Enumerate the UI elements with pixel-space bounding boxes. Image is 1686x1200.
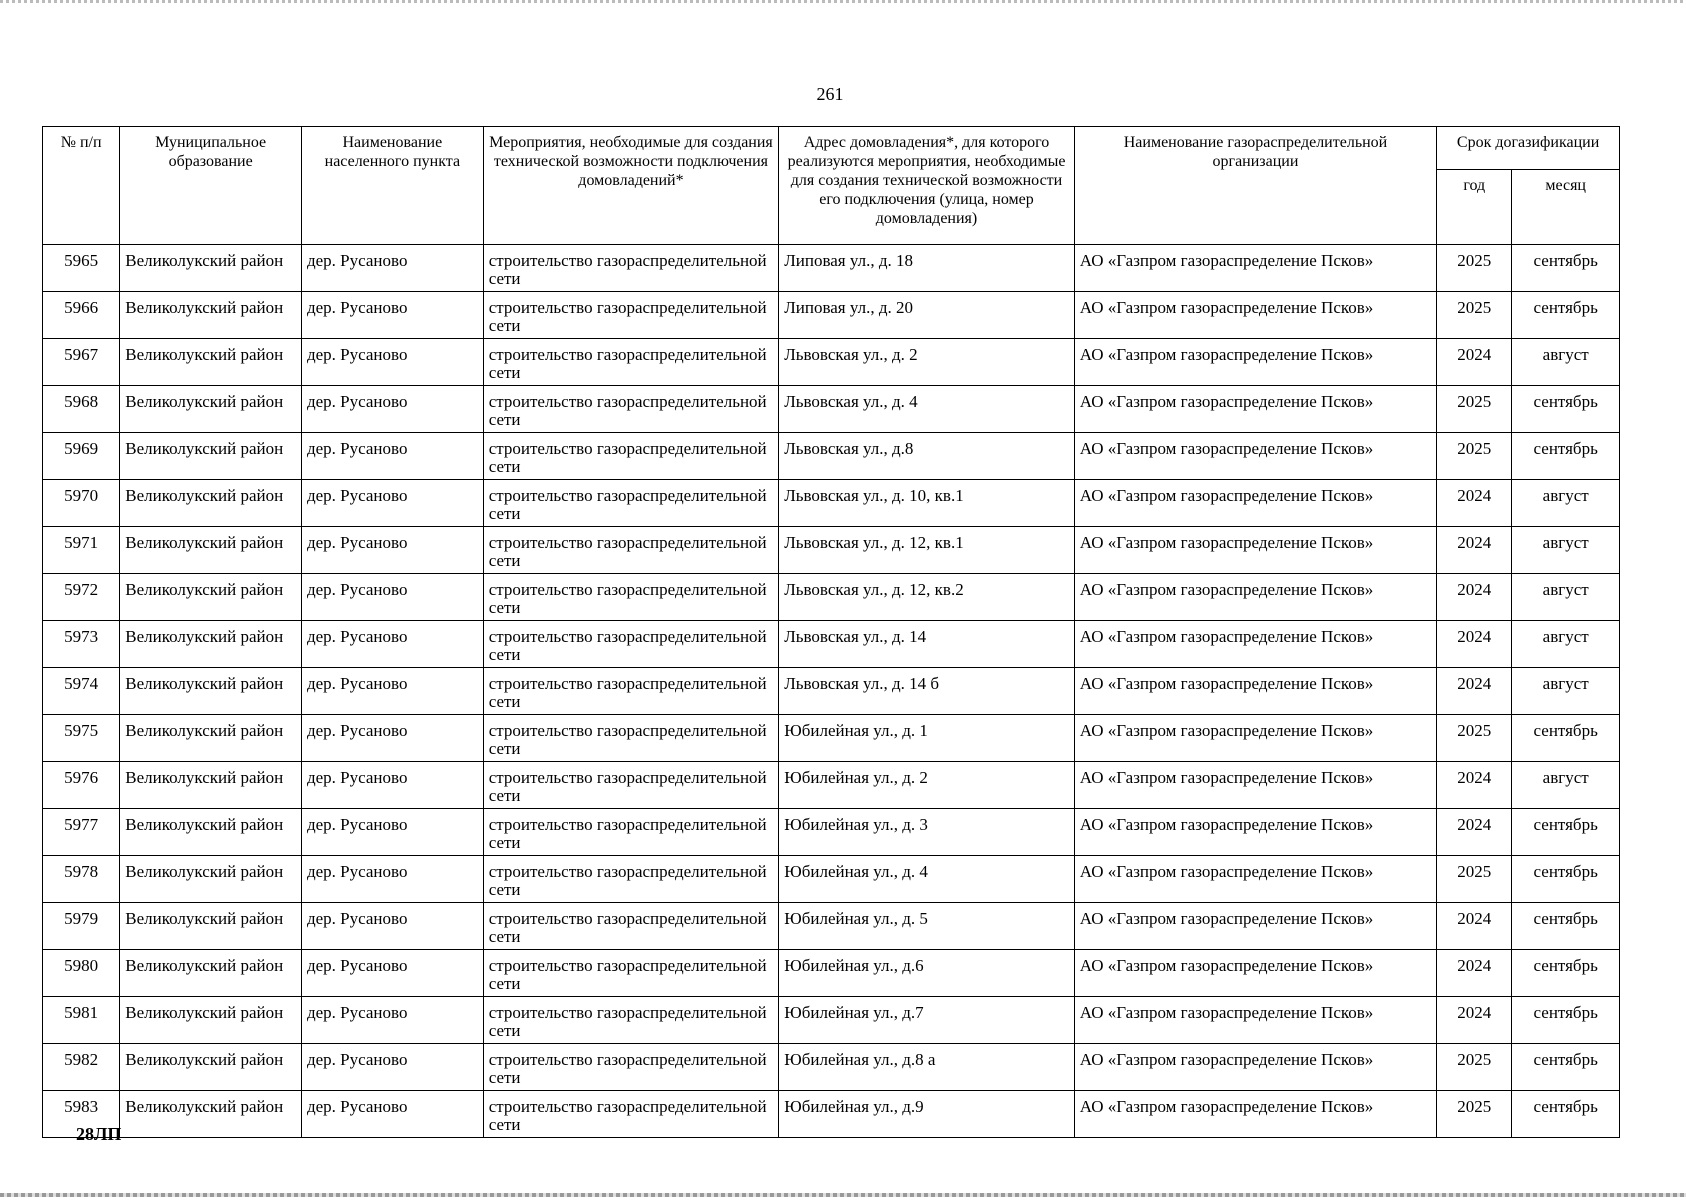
- cell-num: 5965: [43, 245, 120, 292]
- cell-measures: строительство газораспределительной сети: [483, 245, 779, 292]
- cell-municipality: Великолукский район: [120, 997, 302, 1044]
- table-row: [43, 433, 1620, 480]
- table-row: [43, 997, 1620, 1044]
- cell-settlement: дер. Русаново: [301, 292, 483, 339]
- cell-num: 5974: [43, 668, 120, 715]
- cell-measures: строительство газораспределительной сети: [483, 292, 779, 339]
- table-row: [43, 950, 1620, 997]
- cell-month: сентябрь: [1512, 856, 1620, 903]
- cell-month: август: [1512, 480, 1620, 527]
- page-number: 261: [816, 84, 844, 104]
- table-row: [43, 903, 1620, 950]
- cell-address: Юбилейная ул., д. 1: [779, 715, 1075, 762]
- cell-org: АО «Газпром газораспределение Псков»: [1074, 997, 1436, 1044]
- cell-municipality: Великолукский район: [120, 621, 302, 668]
- cell-municipality: Великолукский район: [120, 950, 302, 997]
- cell-address: Львовская ул., д. 14: [779, 621, 1075, 668]
- table-row: [43, 715, 1620, 762]
- header-org: Наименование газораспределительной организации: [1074, 127, 1436, 245]
- cell-settlement: дер. Русаново: [301, 950, 483, 997]
- cell-year: 2024: [1437, 762, 1512, 809]
- cell-month: сентябрь: [1512, 1044, 1620, 1091]
- table-row: [43, 527, 1620, 574]
- table-row: [43, 668, 1620, 715]
- table-body: [43, 245, 1620, 1138]
- cell-year: 2025: [1437, 1091, 1512, 1138]
- cell-org: АО «Газпром газораспределение Псков»: [1074, 386, 1436, 433]
- table-row: [43, 386, 1620, 433]
- cell-year: 2024: [1437, 809, 1512, 856]
- cell-num: 5970: [43, 480, 120, 527]
- table-row: [43, 245, 1620, 292]
- cell-measures: строительство газораспределительной сети: [483, 433, 779, 480]
- cell-address: Липовая ул., д. 18: [779, 245, 1075, 292]
- cell-settlement: дер. Русаново: [301, 386, 483, 433]
- table-row: [43, 856, 1620, 903]
- table-header: [43, 127, 1620, 245]
- table-row: [43, 809, 1620, 856]
- cell-address: Львовская ул., д. 2: [779, 339, 1075, 386]
- cell-num: 5982: [43, 1044, 120, 1091]
- cell-address: Львовская ул., д. 14 б: [779, 668, 1075, 715]
- cell-org: АО «Газпром газораспределение Псков»: [1074, 1044, 1436, 1091]
- cell-address: Юбилейная ул., д.7: [779, 997, 1075, 1044]
- cell-address: Липовая ул., д. 20: [779, 292, 1075, 339]
- cell-org: АО «Газпром газораспределение Псков»: [1074, 715, 1436, 762]
- cell-year: 2024: [1437, 480, 1512, 527]
- cell-month: сентябрь: [1512, 903, 1620, 950]
- cell-year: 2024: [1437, 339, 1512, 386]
- cell-org: АО «Газпром газораспределение Псков»: [1074, 950, 1436, 997]
- cell-municipality: Великолукский район: [120, 480, 302, 527]
- table-row: [43, 292, 1620, 339]
- cell-month: август: [1512, 762, 1620, 809]
- cell-settlement: дер. Русаново: [301, 1044, 483, 1091]
- cell-month: сентябрь: [1512, 292, 1620, 339]
- cell-address: Львовская ул., д. 12, кв.2: [779, 574, 1075, 621]
- cell-month: август: [1512, 339, 1620, 386]
- cell-org: АО «Газпром газораспределение Псков»: [1074, 903, 1436, 950]
- cell-settlement: дер. Русаново: [301, 668, 483, 715]
- cell-address: Юбилейная ул., д.9: [779, 1091, 1075, 1138]
- cell-municipality: Великолукский район: [120, 527, 302, 574]
- cell-org: АО «Газпром газораспределение Псков»: [1074, 339, 1436, 386]
- cell-settlement: дер. Русаново: [301, 480, 483, 527]
- cell-settlement: дер. Русаново: [301, 856, 483, 903]
- cell-num: 5973: [43, 621, 120, 668]
- cell-measures: строительство газораспределительной сети: [483, 527, 779, 574]
- header-month: месяц: [1512, 170, 1620, 245]
- table-row: [43, 1091, 1620, 1138]
- cell-org: АО «Газпром газораспределение Псков»: [1074, 292, 1436, 339]
- table-row: [43, 1044, 1620, 1091]
- cell-municipality: Великолукский район: [120, 1044, 302, 1091]
- cell-settlement: дер. Русаново: [301, 1091, 483, 1138]
- cell-address: Юбилейная ул., д. 3: [779, 809, 1075, 856]
- cell-org: АО «Газпром газораспределение Псков»: [1074, 1091, 1436, 1138]
- cell-org: АО «Газпром газораспределение Псков»: [1074, 809, 1436, 856]
- cell-settlement: дер. Русаново: [301, 245, 483, 292]
- cell-org: АО «Газпром газораспределение Псков»: [1074, 621, 1436, 668]
- cell-settlement: дер. Русаново: [301, 527, 483, 574]
- cell-measures: строительство газораспределительной сети: [483, 856, 779, 903]
- cell-year: 2024: [1437, 668, 1512, 715]
- cell-num: 5979: [43, 903, 120, 950]
- cell-measures: строительство газораспределительной сети: [483, 715, 779, 762]
- cell-measures: строительство газораспределительной сети: [483, 668, 779, 715]
- cell-year: 2024: [1437, 903, 1512, 950]
- cell-org: АО «Газпром газораспределение Псков»: [1074, 527, 1436, 574]
- cell-num: 5969: [43, 433, 120, 480]
- cell-org: АО «Газпром газораспределение Псков»: [1074, 480, 1436, 527]
- cell-settlement: дер. Русаново: [301, 433, 483, 480]
- scan-edge-bottom: [0, 1193, 1686, 1197]
- cell-settlement: дер. Русаново: [301, 715, 483, 762]
- cell-address: Юбилейная ул., д. 5: [779, 903, 1075, 950]
- cell-num: 5966: [43, 292, 120, 339]
- cell-month: август: [1512, 621, 1620, 668]
- cell-address: Львовская ул., д.8: [779, 433, 1075, 480]
- cell-municipality: Великолукский район: [120, 339, 302, 386]
- header-municipality: Муниципальное образование: [120, 127, 302, 245]
- cell-year: 2024: [1437, 527, 1512, 574]
- cell-municipality: Великолукский район: [120, 386, 302, 433]
- cell-year: 2024: [1437, 621, 1512, 668]
- cell-address: Львовская ул., д. 4: [779, 386, 1075, 433]
- cell-month: сентябрь: [1512, 809, 1620, 856]
- cell-month: август: [1512, 527, 1620, 574]
- cell-month: сентябрь: [1512, 245, 1620, 292]
- table-row: [43, 339, 1620, 386]
- cell-month: сентябрь: [1512, 715, 1620, 762]
- cell-month: сентябрь: [1512, 386, 1620, 433]
- cell-org: АО «Газпром газораспределение Псков»: [1074, 668, 1436, 715]
- cell-settlement: дер. Русаново: [301, 809, 483, 856]
- cell-month: сентябрь: [1512, 950, 1620, 997]
- header-num: № п/п: [43, 127, 120, 245]
- table-row: [43, 574, 1620, 621]
- cell-settlement: дер. Русаново: [301, 903, 483, 950]
- cell-municipality: Великолукский район: [120, 1091, 302, 1138]
- cell-month: сентябрь: [1512, 997, 1620, 1044]
- cell-municipality: Великолукский район: [120, 809, 302, 856]
- cell-municipality: Великолукский район: [120, 856, 302, 903]
- cell-num: 5980: [43, 950, 120, 997]
- cell-address: Юбилейная ул., д. 4: [779, 856, 1075, 903]
- cell-num: 5968: [43, 386, 120, 433]
- cell-num: 5976: [43, 762, 120, 809]
- footer-code: 28ЛП: [76, 1124, 122, 1144]
- cell-measures: строительство газораспределительной сети: [483, 809, 779, 856]
- header-measures: Мероприятия, необходимые для создания технической возможности подключения домовладений*: [483, 127, 779, 245]
- cell-month: сентябрь: [1512, 433, 1620, 480]
- table-row: [43, 480, 1620, 527]
- cell-settlement: дер. Русаново: [301, 997, 483, 1044]
- header-settlement: Наименование населенного пункта: [301, 127, 483, 245]
- cell-year: 2024: [1437, 997, 1512, 1044]
- cell-municipality: Великолукский район: [120, 715, 302, 762]
- cell-year: 2025: [1437, 715, 1512, 762]
- cell-num: 5983: [43, 1091, 120, 1138]
- cell-address: Львовская ул., д. 10, кв.1: [779, 480, 1075, 527]
- cell-year: 2025: [1437, 1044, 1512, 1091]
- cell-measures: строительство газораспределительной сети: [483, 950, 779, 997]
- cell-num: 5967: [43, 339, 120, 386]
- cell-num: 5975: [43, 715, 120, 762]
- cell-num: 5971: [43, 527, 120, 574]
- cell-measures: строительство газораспределительной сети: [483, 574, 779, 621]
- cell-org: АО «Газпром газораспределение Псков»: [1074, 433, 1436, 480]
- cell-settlement: дер. Русаново: [301, 339, 483, 386]
- cell-municipality: Великолукский район: [120, 668, 302, 715]
- cell-num: 5981: [43, 997, 120, 1044]
- cell-measures: строительство газораспределительной сети: [483, 621, 779, 668]
- cell-num: 5977: [43, 809, 120, 856]
- header-term: Срок догазификации: [1437, 127, 1620, 170]
- cell-measures: строительство газораспределительной сети: [483, 386, 779, 433]
- cell-year: 2025: [1437, 292, 1512, 339]
- header-year: год: [1437, 170, 1512, 245]
- cell-year: 2025: [1437, 856, 1512, 903]
- cell-address: Юбилейная ул., д. 2: [779, 762, 1075, 809]
- cell-municipality: Великолукский район: [120, 903, 302, 950]
- cell-year: 2024: [1437, 574, 1512, 621]
- cell-org: АО «Газпром газораспределение Псков»: [1074, 762, 1436, 809]
- cell-year: 2025: [1437, 245, 1512, 292]
- table-row: [43, 762, 1620, 809]
- cell-num: 5978: [43, 856, 120, 903]
- cell-municipality: Великолукский район: [120, 433, 302, 480]
- cell-measures: строительство газораспределительной сети: [483, 480, 779, 527]
- cell-measures: строительство газораспределительной сети: [483, 762, 779, 809]
- cell-settlement: дер. Русаново: [301, 574, 483, 621]
- cell-org: АО «Газпром газораспределение Псков»: [1074, 574, 1436, 621]
- cell-year: 2024: [1437, 950, 1512, 997]
- cell-address: Юбилейная ул., д.6: [779, 950, 1075, 997]
- cell-measures: строительство газораспределительной сети: [483, 997, 779, 1044]
- cell-measures: строительство газораспределительной сети: [483, 903, 779, 950]
- cell-settlement: дер. Русаново: [301, 621, 483, 668]
- cell-month: сентябрь: [1512, 1091, 1620, 1138]
- gasification-table: [42, 126, 1620, 1138]
- cell-municipality: Великолукский район: [120, 245, 302, 292]
- cell-year: 2025: [1437, 386, 1512, 433]
- cell-org: АО «Газпром газораспределение Псков»: [1074, 245, 1436, 292]
- cell-measures: строительство газораспределительной сети: [483, 1044, 779, 1091]
- cell-municipality: Великолукский район: [120, 292, 302, 339]
- header-address: Адрес домовладения*, для которого реализуются мероприятия, необходимые для создания технической возможности его подключения (улица, номер домовладения): [779, 127, 1075, 245]
- cell-municipality: Великолукский район: [120, 762, 302, 809]
- cell-settlement: дер. Русаново: [301, 762, 483, 809]
- cell-address: Юбилейная ул., д.8 а: [779, 1044, 1075, 1091]
- cell-measures: строительство газораспределительной сети: [483, 1091, 779, 1138]
- cell-year: 2025: [1437, 433, 1512, 480]
- cell-num: 5972: [43, 574, 120, 621]
- cell-address: Львовская ул., д. 12, кв.1: [779, 527, 1075, 574]
- cell-month: август: [1512, 574, 1620, 621]
- table-row: [43, 621, 1620, 668]
- scan-edge-top: [0, 0, 1686, 3]
- cell-org: АО «Газпром газораспределение Псков»: [1074, 856, 1436, 903]
- cell-municipality: Великолукский район: [120, 574, 302, 621]
- cell-month: август: [1512, 668, 1620, 715]
- cell-measures: строительство газораспределительной сети: [483, 339, 779, 386]
